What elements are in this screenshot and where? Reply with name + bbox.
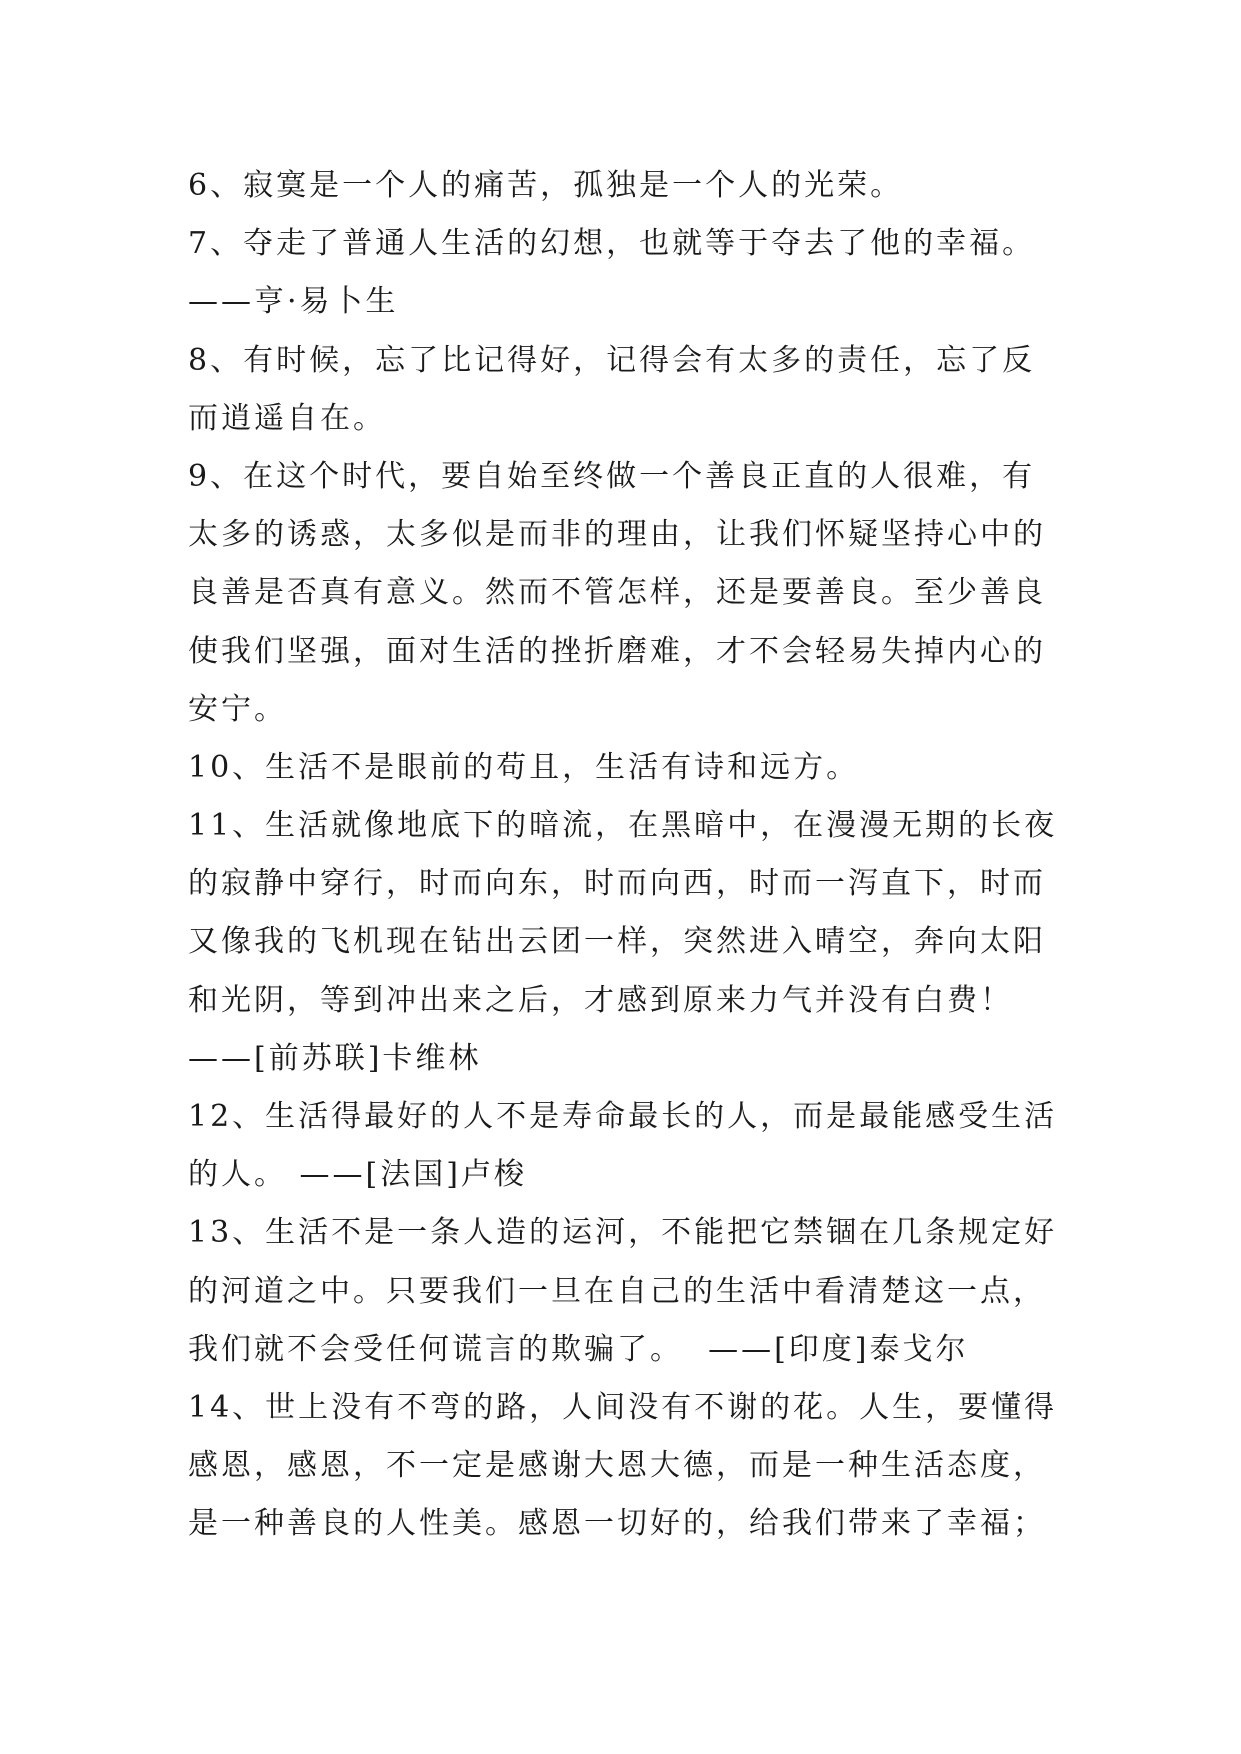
document-body <box>188 157 1068 1554</box>
text-line: 14、世上没有不弯的路，人间没有不谢的花。人生，要懂得 <box>188 1389 1058 1425</box>
text-line: 又像我的飞机现在钻出云团一样，突然进入晴空，奔向太阳 <box>188 924 1046 960</box>
text-line: ——[前苏联]卡维林 <box>188 1040 482 1076</box>
text-line: 9、在这个时代，要自始至终做一个善良正直的人很难，有 <box>188 458 1036 494</box>
text-line: 的人。 ——[法国]卢梭 <box>188 1157 527 1193</box>
text-line: 8、有时候，忘了比记得好，记得会有太多的责任，忘了反 <box>188 342 1036 378</box>
text-line: 的河道之中。只要我们一旦在自己的生活中看清楚这一点， <box>188 1273 1046 1309</box>
text-line: 我们就不会受任何谎言的欺骗了。 ——[印度]泰戈尔 <box>188 1331 969 1367</box>
text-line: 和光阴，等到冲出来之后，才感到原来力气并没有白费！ <box>188 982 1013 1018</box>
text-line: 的寂静中穿行，时而向东，时而向西，时而一泻直下，时而 <box>188 866 1046 902</box>
text-line: 6、寂寞是一个人的痛苦，孤独是一个人的光荣。 <box>188 168 904 203</box>
text-line: 11、生活就像地底下的暗流，在黑暗中，在漫漫无期的长夜 <box>188 808 1058 844</box>
text-line: 安宁。 <box>188 691 287 727</box>
text-line: 感恩，感恩，不一定是感谢大恩大德，而是一种生活态度， <box>188 1448 1046 1484</box>
text-line: 10、生活不是眼前的苟且，生活有诗和远方。 <box>188 749 860 785</box>
text-line: 而逍遥自在。 <box>188 400 386 436</box>
text-line: 7、夺走了普通人生活的幻想，也就等于夺去了他的幸福。 <box>188 226 1036 262</box>
text-line: 良善是否真有意义。然而不管怎样，还是要善良。至少善良 <box>188 575 1046 611</box>
text-line: 使我们坚强，面对生活的挫折磨难，才不会轻易失掉内心的 <box>188 633 1046 669</box>
text-line: 12、生活得最好的人不是寿命最长的人，而是最能感受生活 <box>188 1099 1058 1134</box>
text-line: ——亨·易卜生 <box>188 284 399 320</box>
text-line: 是一种善良的人性美。感恩一切好的，给我们带来了幸福； <box>188 1506 1046 1542</box>
text-line: 太多的诱惑，太多似是而非的理由，让我们怀疑坚持心中的 <box>188 517 1046 553</box>
text-line: 13、生活不是一条人造的运河，不能把它禁锢在几条规定好 <box>188 1215 1058 1251</box>
